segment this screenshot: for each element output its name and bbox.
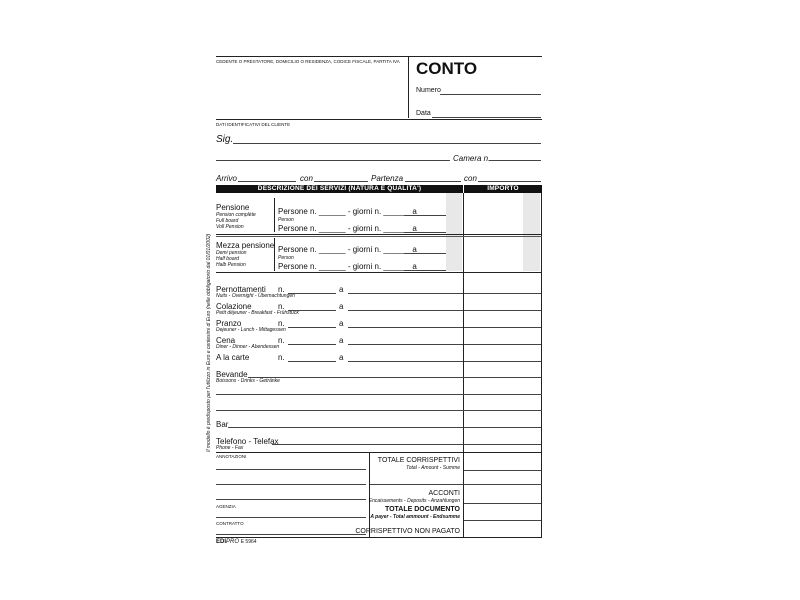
importo-column-line [463, 193, 464, 452]
service-sub: Nuits - Overnight - Übernachtungen [216, 293, 295, 299]
side-note-container [200, 206, 212, 452]
brand-pro-text: PRO [226, 539, 240, 545]
numero-label: Numero [416, 87, 441, 94]
camera-field[interactable] [489, 160, 541, 161]
con-field[interactable] [314, 181, 368, 182]
footer-left-divider [369, 452, 370, 538]
footer-importo-divider [463, 452, 464, 538]
pensione-row1: Persone n. ______ - giorni n. ______ a [278, 207, 417, 216]
acconti-label: ACCONTI [428, 490, 460, 497]
desc-shade-column [446, 193, 462, 271]
pensione-row3: Persone n. ______ - giorni n. ______ a [278, 224, 417, 233]
service-title: Pernottamenti [216, 285, 266, 294]
page-title: CONTO [416, 59, 478, 78]
annotazioni-label: ANNOTAZIONI [216, 454, 247, 459]
service-n: n. [278, 319, 285, 328]
service-importo-field[interactable] [464, 310, 541, 311]
annotazioni-line3[interactable] [216, 499, 366, 500]
mezza-row3-field[interactable] [404, 270, 446, 271]
pensione-sub3: Voll Pension [216, 224, 244, 230]
pensione-row1-field[interactable] [404, 215, 446, 216]
pensione-row3-field[interactable] [404, 232, 446, 233]
acconti-field[interactable] [464, 503, 541, 504]
mezza-sub1: Demi pension [216, 250, 247, 256]
mezza-sub3: Halb Pension [216, 262, 246, 268]
contratto-field[interactable] [216, 534, 366, 535]
sig-label: Sig. [216, 134, 234, 145]
client-label: DATI IDENTIFICATIVI DEL CLIENTE [216, 122, 291, 127]
conto-form [216, 56, 542, 545]
data-label: Data [416, 110, 431, 117]
side-note: Il modello è predisposto per l'utilizzo in Euro e centesimi di Euro (nelle obbligatorio dal 01/01/2002) [206, 233, 212, 452]
service-n-field[interactable] [288, 327, 336, 328]
service-title: Cena [216, 336, 236, 345]
service-sub: Petit déjeuner - Breakfast - Frühstück [216, 310, 299, 316]
service-a-field[interactable] [348, 293, 463, 294]
telefono-field[interactable] [272, 444, 541, 445]
con2-label: con [464, 174, 477, 183]
right-border [541, 193, 542, 538]
service-n-field[interactable] [288, 344, 336, 345]
service-sub: Dejeuner - Lunch - Mittagessen [216, 327, 286, 333]
bevande-field[interactable] [248, 377, 541, 378]
mezza-bottom [216, 272, 542, 273]
annotazioni-line1[interactable] [216, 469, 366, 470]
sig-field[interactable] [233, 143, 541, 144]
telefono-title: Telefono - Telefax [216, 437, 279, 446]
mezza-sub2: Half board [216, 256, 240, 262]
totale-documento-sub: A payer - Total ammount - Endsumme [370, 514, 460, 520]
agenzia-label: AGENZIA [216, 504, 236, 509]
mezza-row1: Persone n. ______ - giorni n. ______ a [278, 245, 417, 254]
totale-documento-field[interactable] [464, 520, 541, 521]
pensione-sub2: Full board [216, 218, 239, 224]
desc-header: DESCRIZIONE DEI SERVIZI (NATURA E QUALITA') [216, 185, 463, 193]
pensione-divider [274, 198, 275, 232]
header-bottom-border [216, 119, 542, 120]
pensione-bottom2 [216, 236, 542, 237]
service-n-field[interactable] [288, 361, 336, 362]
con2-field[interactable] [478, 181, 541, 182]
service-a-field[interactable] [348, 310, 463, 311]
service-a-field[interactable] [348, 327, 463, 328]
partenza-field[interactable] [405, 181, 461, 182]
footer-sep1 [370, 484, 542, 485]
service-a: a [339, 336, 344, 345]
header-divider [408, 56, 409, 118]
mezza-row3: Persone n. ______ - giorni n. ______ a [278, 262, 417, 271]
service-title: Pranzo [216, 319, 242, 328]
service-importo-field[interactable] [464, 293, 541, 294]
mezza-row1-field[interactable] [404, 253, 446, 254]
totale-documento-label: TOTALE DOCUMENTO [384, 506, 460, 513]
bar-title: Bar [216, 420, 229, 429]
totale-corrispettivi-label: TOTALE CORRISPETTIVI [377, 457, 460, 464]
service-importo-field[interactable] [464, 361, 541, 362]
service-a-field[interactable] [348, 361, 463, 362]
agenzia-field[interactable] [216, 517, 366, 518]
client-address-field[interactable] [216, 160, 450, 161]
partenza-label: Partenza [371, 174, 404, 183]
data-field[interactable] [432, 117, 541, 118]
service-n-field[interactable] [288, 310, 336, 311]
form-code: E 5964 [240, 539, 257, 545]
arrivo-label: Arrivo [216, 174, 237, 183]
numero-field[interactable] [440, 94, 541, 95]
service-n: n. [278, 353, 285, 362]
pensione-bottom [216, 234, 542, 235]
service-title: A la carte [216, 353, 250, 362]
telefono-sub: Phone - Fax [216, 445, 244, 451]
service-a-field[interactable] [348, 344, 463, 345]
contratto-label: CONTRATTO [216, 521, 244, 526]
pensione-row2: Person [278, 217, 294, 223]
acconti-sub: Encaissements - Deposits - Anzahlungen [368, 498, 460, 504]
top-border [216, 56, 542, 57]
totale-corrispettivi-field[interactable] [464, 470, 541, 471]
service-n-field[interactable] [288, 293, 336, 294]
pensione-sub1: Pension complète [216, 212, 256, 218]
annotazioni-line2[interactable] [216, 484, 366, 485]
service-importo-field[interactable] [464, 327, 541, 328]
brand-text: EDI [216, 539, 227, 545]
mezza-divider [274, 238, 275, 271]
bar-field[interactable] [228, 427, 541, 428]
arrivo-field[interactable] [238, 181, 296, 182]
service-a: a [339, 319, 344, 328]
service-importo-field[interactable] [464, 344, 541, 345]
bevande-line3[interactable] [216, 410, 542, 411]
service-title: Colazione [216, 302, 252, 311]
importo-header: IMPORTO [464, 185, 542, 193]
services-bottom [216, 452, 542, 453]
service-sub: Diner - Dinner - Abendessen [216, 344, 280, 350]
pensione-title: Pensione [216, 203, 250, 212]
mezza-title: Mezza pensione [216, 241, 275, 250]
service-a: a [339, 353, 344, 362]
service-n: n. [278, 285, 285, 294]
camera-label: Camera n. [453, 154, 491, 163]
bevande-sub: Boissons - Drinks - Getränke [216, 378, 280, 384]
bevande-title: Bevande [216, 370, 248, 379]
brand-logo [216, 539, 257, 546]
con-label: con [300, 174, 313, 183]
form-bottom [216, 537, 542, 538]
totale-corrispettivi-sub: Total - Amount - Summe [406, 465, 460, 471]
service-a: a [339, 285, 344, 294]
importo-shade-column [523, 193, 540, 271]
non-pagato-label: CORRISPETTIVO NON PAGATO [355, 528, 460, 535]
supplier-label: CEDENTE O PRESTATORE, DOMICILIO O RESIDENZA, CODICE FISCALE, PARTITA IVA [216, 59, 400, 64]
bevande-line2[interactable] [216, 394, 542, 395]
service-a: a [339, 302, 344, 311]
service-n: n. [278, 336, 285, 345]
mezza-row2: Person [278, 255, 294, 261]
service-n: n. [278, 302, 285, 311]
